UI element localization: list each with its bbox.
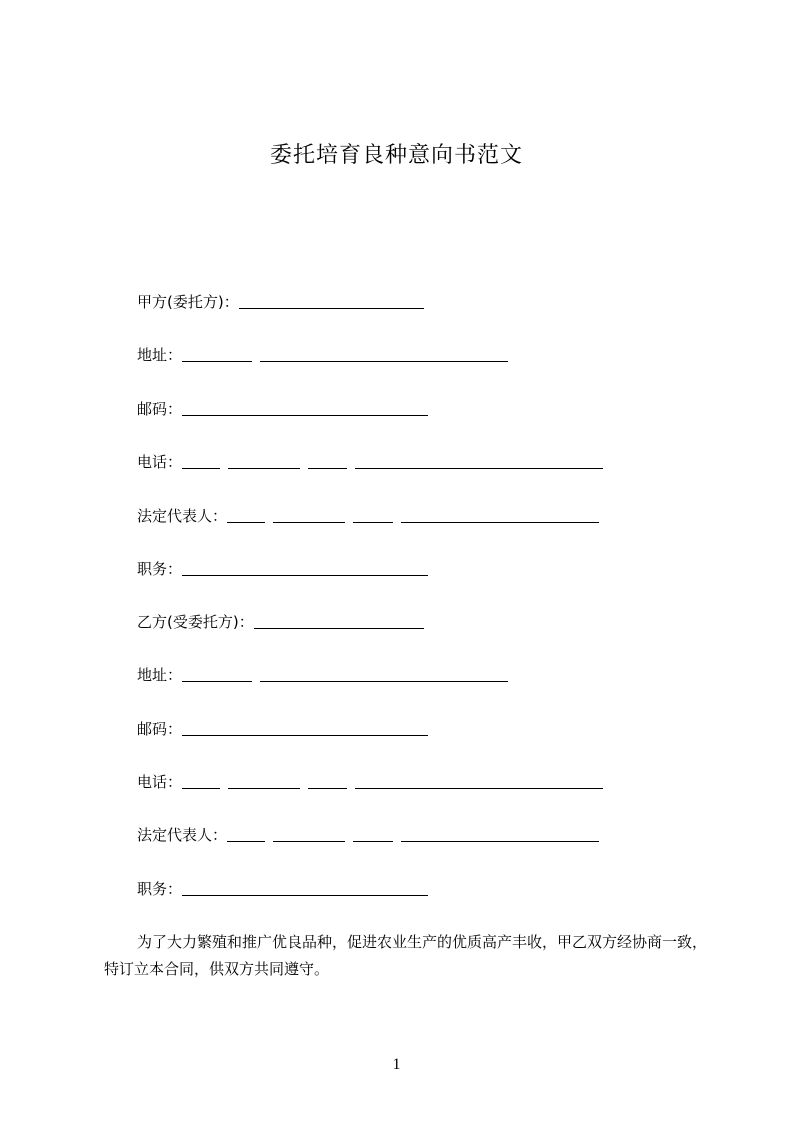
party-a-address-blank-1 [182, 343, 252, 362]
party-a-phone-row [137, 450, 603, 474]
party-a-rep-row [137, 504, 599, 528]
party-b-phone-row [137, 770, 603, 794]
party-b-row [137, 610, 424, 634]
party-b-position-label: 职务： [137, 880, 183, 898]
party-b-postcode-label: 邮码： [137, 720, 183, 738]
party-a-rep-label: 法定代表人： [137, 507, 228, 525]
party-b-rep-blank-4 [401, 823, 599, 842]
party-b-rep-blank-3 [353, 823, 393, 842]
party-b-position-blank [182, 877, 428, 896]
party-b-rep-blank-1 [227, 823, 265, 842]
body-paragraph: 为了大力繁殖和推广优良品种，促进农业生产的优质高产丰收，甲乙双方经协商一致，特订立本合同，供双方共同遵守。 [104, 933, 708, 978]
party-a-position-row [137, 557, 428, 581]
party-b-position-row [137, 877, 428, 901]
document-title: 委托培育良种意向书范文 [269, 143, 523, 168]
party-b-phone-blank-4 [355, 770, 603, 789]
party-a-postcode-label: 邮码： [137, 400, 183, 418]
party-a-position-blank [182, 557, 428, 576]
party-b-phone-blank-3 [308, 770, 347, 789]
party-b-rep-row [137, 823, 599, 847]
party-a-rep-blank-3 [353, 504, 393, 523]
party-a-phone-blank-1 [182, 450, 220, 469]
party-a-position-label: 职务： [137, 560, 183, 578]
party-a-address-label: 地址： [137, 346, 183, 364]
party-a-phone-label: 电话： [137, 453, 183, 471]
party-a-address-blank-2 [260, 343, 508, 362]
party-a-address-row [137, 343, 508, 367]
party-b-rep-blank-2 [273, 823, 345, 842]
party-a-rep-blank-1 [227, 504, 265, 523]
party-b-phone-blank-2 [228, 770, 300, 789]
party-a-label: 甲方(委托方)： [137, 293, 239, 311]
party-a-rep-blank-4 [401, 504, 599, 523]
page-number: 1 [392, 1056, 401, 1073]
party-b-address-blank-1 [182, 663, 252, 682]
party-b-address-row [137, 663, 508, 687]
party-a-blank [239, 290, 424, 309]
party-b-postcode-row [137, 717, 428, 741]
party-b-phone-blank-1 [182, 770, 220, 789]
party-a-phone-blank-2 [228, 450, 300, 469]
party-a-postcode-blank [182, 397, 428, 416]
party-a-phone-blank-3 [308, 450, 347, 469]
party-b-phone-label: 电话： [137, 773, 183, 791]
party-a-rep-blank-2 [273, 504, 345, 523]
party-b-blank [254, 610, 424, 629]
party-b-postcode-blank [182, 717, 428, 736]
party-b-rep-label: 法定代表人： [137, 826, 228, 844]
party-b-label: 乙方(受委托方)： [137, 613, 254, 631]
party-a-row [137, 290, 424, 314]
party-b-address-label: 地址： [137, 666, 183, 684]
party-b-address-blank-2 [260, 663, 508, 682]
party-a-phone-blank-4 [355, 450, 603, 469]
party-a-postcode-row [137, 397, 428, 421]
